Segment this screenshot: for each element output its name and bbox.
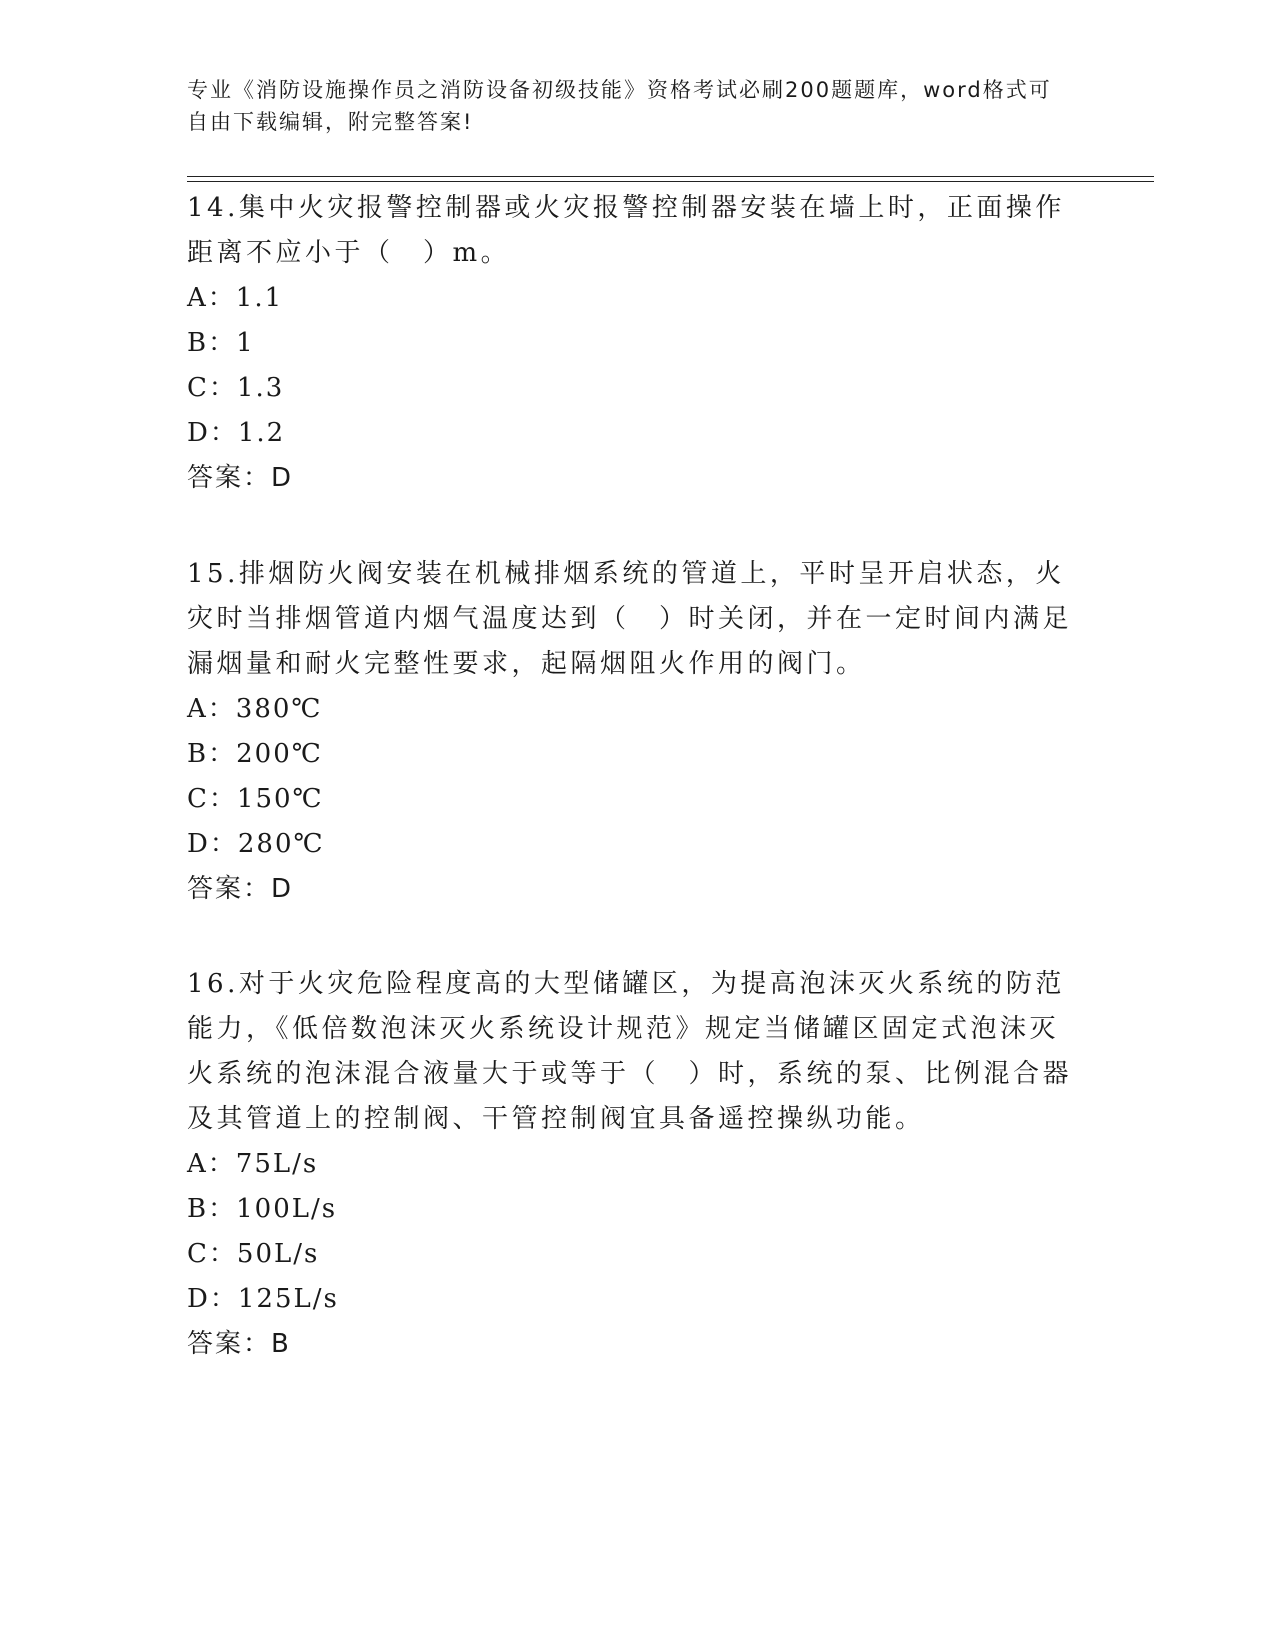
answer-label: 答案： [187, 463, 272, 493]
option-d [187, 822, 1077, 867]
question-15 [187, 552, 1077, 912]
option-label: B： [187, 1194, 237, 1224]
option-label: C： [187, 784, 237, 814]
option-a [187, 687, 1077, 732]
answer-line [187, 456, 1077, 501]
option-value: 1 [236, 328, 255, 358]
question-stem: 14.集中火灾报警控制器或火灾报警控制器安装在墙上时，正面操作距离不应小于（ ）m。 [187, 193, 1065, 268]
option-label: A： [187, 283, 236, 313]
option-value: 380℃ [235, 694, 323, 724]
option-label: D： [187, 829, 238, 859]
option-c [187, 366, 1077, 411]
option-label: B： [187, 739, 237, 769]
option-a [187, 1142, 1077, 1187]
answer-value: D [271, 463, 294, 493]
option-value: 280℃ [237, 829, 325, 859]
header-divider-bottom [187, 181, 1154, 182]
option-c [187, 1232, 1077, 1277]
answer-line [187, 1322, 1077, 1367]
option-b [187, 1187, 1077, 1232]
header-divider-top [187, 176, 1154, 177]
question-14 [187, 186, 1077, 501]
option-label: C： [187, 1239, 237, 1269]
option-label: A： [187, 1149, 236, 1179]
option-value: 1.1 [235, 283, 284, 313]
option-label: A： [187, 694, 236, 724]
option-d [187, 1277, 1077, 1322]
option-value: 125L/s [237, 1284, 339, 1314]
option-d [187, 411, 1077, 456]
question-16 [187, 962, 1077, 1367]
option-c [187, 777, 1077, 822]
document-header: 专业《消防设施操作员之消防设备初级技能》资格考试必刷200题题库，word格式可自由下载编辑，附完整答案! [187, 78, 1052, 134]
question-stem: 16.对于火灾危险程度高的大型储罐区，为提高泡沫灭火系统的防范能力，《低倍数泡沫灭火系统设计规范》规定当储罐区固定式泡沫灭火系统的泡沫混合液量大于或等于（ ）时，系统的泵、比例混合器及其管道上的控制阀、干管控制阀宜具备遥控操纵功能。 [187, 969, 1073, 1134]
option-value: 75L/s [235, 1149, 319, 1179]
option-label: B： [187, 328, 237, 358]
option-b [187, 321, 1077, 366]
option-value: 200℃ [236, 739, 323, 769]
option-value: 1.2 [237, 418, 286, 448]
option-label: D： [187, 1284, 238, 1314]
question-stem: 15.排烟防火阀安装在机械排烟系统的管道上，平时呈开启状态，火灾时当排烟管道内烟气温度达到（ ）时关闭，并在一定时间内满足漏烟量和耐火完整性要求，起隔烟阻火作用的阀门。 [187, 559, 1073, 679]
option-value: 50L/s [236, 1239, 320, 1269]
option-label: C： [187, 373, 237, 403]
answer-label: 答案： [187, 1329, 272, 1359]
option-value: 150℃ [236, 784, 324, 814]
option-a [187, 276, 1077, 321]
option-value: 1.3 [236, 373, 285, 403]
option-b [187, 732, 1077, 777]
answer-value: D [271, 874, 294, 904]
answer-line [187, 867, 1077, 912]
answer-label: 答案： [187, 874, 272, 904]
option-value: 100L/s [236, 1194, 338, 1224]
answer-value: B [271, 1329, 291, 1359]
option-label: D： [187, 418, 238, 448]
